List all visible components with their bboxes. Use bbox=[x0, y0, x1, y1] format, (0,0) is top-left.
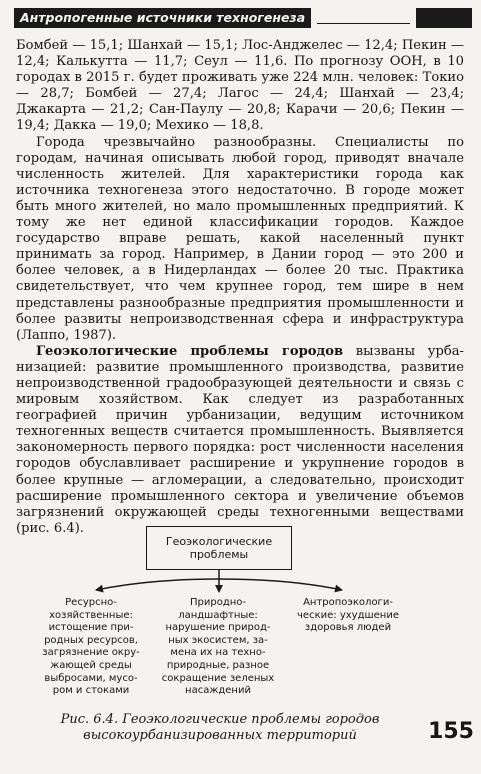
diagram-right-text: Антропоэкологи- ческие: ухудшение здоровья людей bbox=[297, 597, 399, 634]
page-number: 155 bbox=[428, 719, 474, 744]
arrow-left bbox=[96, 579, 219, 590]
diagram-top-box bbox=[146, 526, 292, 570]
body-text bbox=[16, 38, 464, 537]
diagram-middle-text: Природно- ландшафтные: нарушение природ- ных экосистем, за- мена их на техно- природные, разное сокращение зеленых насаждений bbox=[161, 597, 275, 697]
diagram-left-text: Ресурсно- хозяйственные: истощение при- родных ресурсов, загрязнение окру- жающей среды выбросами, мусо- ром и стоками bbox=[42, 597, 140, 697]
arrow-right bbox=[219, 579, 342, 590]
paragraph-2: Города чрезвычайно разнообразны. Специалисты по городам, начиная описывать любой город, приводят вначале численность жителей. Для характеристики города как источника техногенеза этого недостаточно. В городе может быть много жителей, но мало промышленных предприятий. К тому же нет единой классификации городов. Каждое государство вправе решать, какой населенный пункт принимать за город. Например, в Дании город — это 200 и более человек, а в Нидерландах — более 20 тыс. Практика свидетельствует, что чем крупнее город, тем шире в нем представлены разнообразные предприятия промышленности и более развиты непроизводственная сфера и инфраструктура (Лаппо, 1987). bbox=[16, 134, 464, 343]
paragraph-3-term: Геоэкологические проблемы городов bbox=[36, 343, 344, 359]
running-header bbox=[14, 8, 472, 28]
figure-caption: Рис. 6.4. Геоэкологические проблемы городов высокоурбанизированных территорий bbox=[60, 712, 380, 743]
paragraph-1: Бомбей — 15,1; Шанхай — 15,1; Лос-Анджелес — 12,4; Пекин — 12,4; Калькутта — 11,7; Сеул — 11,6. По прогнозу ООН, в 10 городах в 2015 г. будет проживать уже 224 млн. человек: Токио — 28,7; Бомбей — 27,4; Лагос — 24,4; Шанхай — 23,4; Джакарта — 21,2; Сан-Паулу — 20,8; Карачи — 20,6; Пекин — 19,4; Дакка — 19,0; Мехико — 18,8. bbox=[16, 38, 464, 134]
paragraph-3-text: вызваны урбанизацией: развитие промышленного производства, развитие непроизводственной градообразующей деятельности и связь с мировым хозяйством. Как следует из разработанных географией причин урбанизации, ведущим источником техногенных веществ считается промышленность. Выявляется закономерность первого порядка: рост численности населения городов обуславливает расширение и укрупнение городов в более крупные — агломерации, а следовательно, происходит расширение промышленного сектора и увеличение объемов загрязнений окружающей среды техногенными веществами (рис. 6.4). bbox=[16, 343, 464, 536]
figure-diagram bbox=[0, 522, 481, 714]
header-block bbox=[416, 8, 472, 28]
paragraph-3 bbox=[16, 344, 464, 537]
running-header-title: Антропогенные источники техногенеза bbox=[14, 8, 311, 28]
header-rule bbox=[317, 8, 410, 24]
diagram-top-label: Геоэкологические проблемы bbox=[165, 535, 273, 561]
